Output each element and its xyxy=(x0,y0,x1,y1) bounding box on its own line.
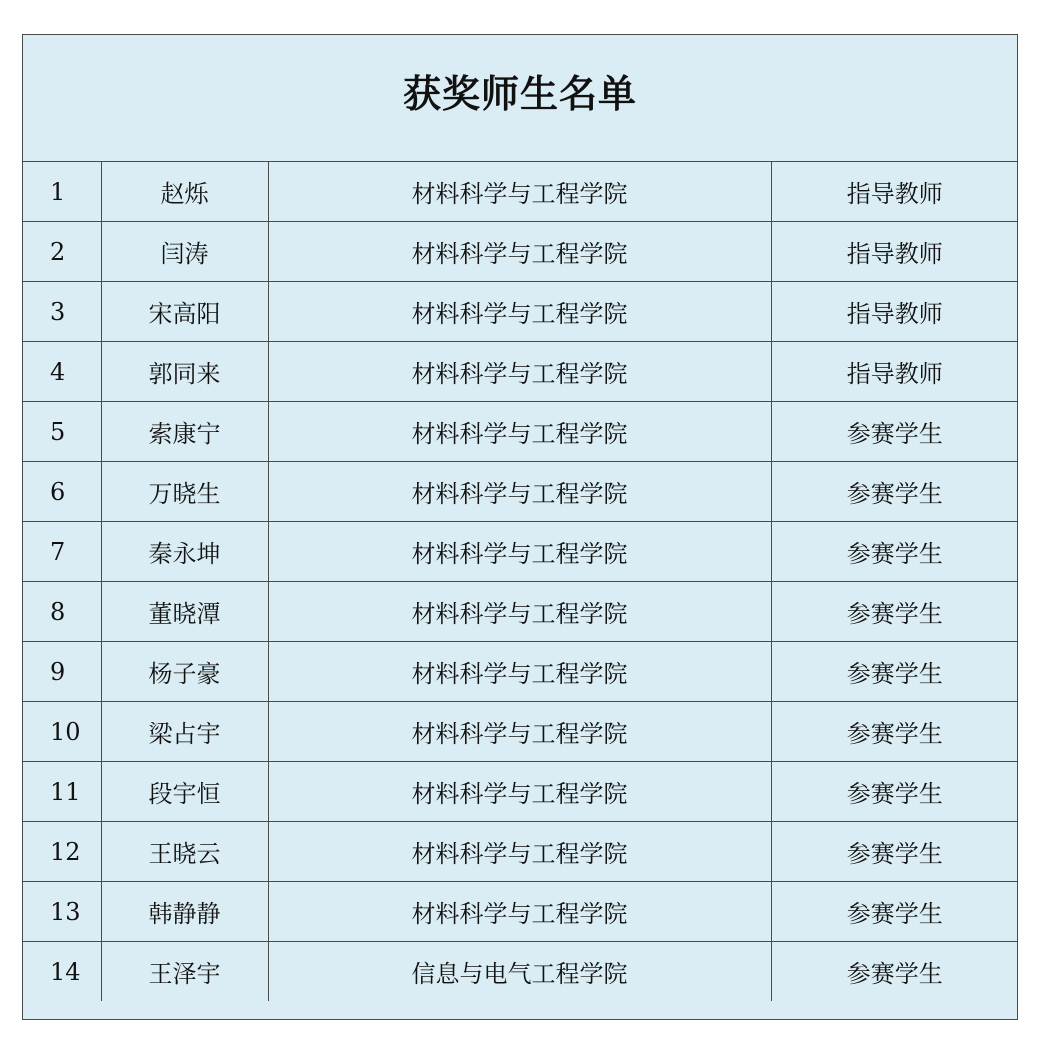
college-name: 材料科学与工程学院 xyxy=(268,522,771,582)
role-label: 参赛学生 xyxy=(771,402,1018,462)
row-number: 4 xyxy=(22,342,101,402)
person-name: 梁占宇 xyxy=(101,702,268,762)
row-number: 13 xyxy=(22,882,101,942)
table-row xyxy=(22,282,1018,342)
row-number: 5 xyxy=(22,402,101,462)
row-number: 3 xyxy=(22,282,101,342)
college-name: 材料科学与工程学院 xyxy=(268,462,771,522)
table-row xyxy=(22,822,1018,882)
row-number: 9 xyxy=(22,642,101,702)
college-name: 材料科学与工程学院 xyxy=(268,882,771,942)
person-name: 王晓云 xyxy=(101,822,268,882)
table-row xyxy=(22,462,1018,522)
title-band xyxy=(23,35,1017,161)
person-name: 闫涛 xyxy=(101,222,268,282)
table-row xyxy=(22,342,1018,402)
role-label: 指导教师 xyxy=(771,342,1018,402)
role-label: 指导教师 xyxy=(771,222,1018,282)
award-table-body xyxy=(22,162,1018,1002)
person-name: 索康宁 xyxy=(101,402,268,462)
person-name: 韩静静 xyxy=(101,882,268,942)
row-number: 7 xyxy=(22,522,101,582)
college-name: 材料科学与工程学院 xyxy=(268,822,771,882)
person-name: 万晓生 xyxy=(101,462,268,522)
role-label: 参赛学生 xyxy=(771,462,1018,522)
role-label: 参赛学生 xyxy=(771,642,1018,702)
person-name: 王泽宇 xyxy=(101,942,268,1002)
college-name: 材料科学与工程学院 xyxy=(268,222,771,282)
row-number: 1 xyxy=(22,162,101,222)
college-name: 材料科学与工程学院 xyxy=(268,282,771,342)
role-label: 参赛学生 xyxy=(771,582,1018,642)
person-name: 段宇恒 xyxy=(101,762,268,822)
role-label: 参赛学生 xyxy=(771,882,1018,942)
person-name: 秦永坤 xyxy=(101,522,268,582)
person-name: 赵烁 xyxy=(101,162,268,222)
role-label: 参赛学生 xyxy=(771,762,1018,822)
college-name: 材料科学与工程学院 xyxy=(268,702,771,762)
table-row xyxy=(22,522,1018,582)
person-name: 董晓潭 xyxy=(101,582,268,642)
college-name: 材料科学与工程学院 xyxy=(268,162,771,222)
page-title: 获奖师生名单 xyxy=(402,72,637,116)
college-name: 材料科学与工程学院 xyxy=(268,642,771,702)
row-number: 8 xyxy=(22,582,101,642)
row-number: 6 xyxy=(22,462,101,522)
table-row xyxy=(22,402,1018,462)
table-row xyxy=(22,882,1018,942)
table-row xyxy=(22,162,1018,222)
row-number: 2 xyxy=(22,222,101,282)
table-row xyxy=(22,642,1018,702)
award-list-sheet xyxy=(22,34,1018,1020)
table-row xyxy=(22,762,1018,822)
college-name: 信息与电气工程学院 xyxy=(268,942,771,1002)
person-name: 杨子豪 xyxy=(101,642,268,702)
row-number: 10 xyxy=(22,702,101,762)
table-row xyxy=(22,702,1018,762)
row-number: 11 xyxy=(22,762,101,822)
college-name: 材料科学与工程学院 xyxy=(268,402,771,462)
role-label: 参赛学生 xyxy=(771,702,1018,762)
table-row xyxy=(22,942,1018,1002)
row-number: 12 xyxy=(22,822,101,882)
person-name: 郭同来 xyxy=(101,342,268,402)
role-label: 参赛学生 xyxy=(771,942,1018,1002)
role-label: 参赛学生 xyxy=(771,822,1018,882)
table-row xyxy=(22,222,1018,282)
college-name: 材料科学与工程学院 xyxy=(268,762,771,822)
award-table xyxy=(22,161,1018,1001)
college-name: 材料科学与工程学院 xyxy=(268,582,771,642)
role-label: 指导教师 xyxy=(771,162,1018,222)
row-number: 14 xyxy=(22,942,101,1002)
role-label: 指导教师 xyxy=(771,282,1018,342)
table-row xyxy=(22,582,1018,642)
person-name: 宋高阳 xyxy=(101,282,268,342)
role-label: 参赛学生 xyxy=(771,522,1018,582)
college-name: 材料科学与工程学院 xyxy=(268,342,771,402)
